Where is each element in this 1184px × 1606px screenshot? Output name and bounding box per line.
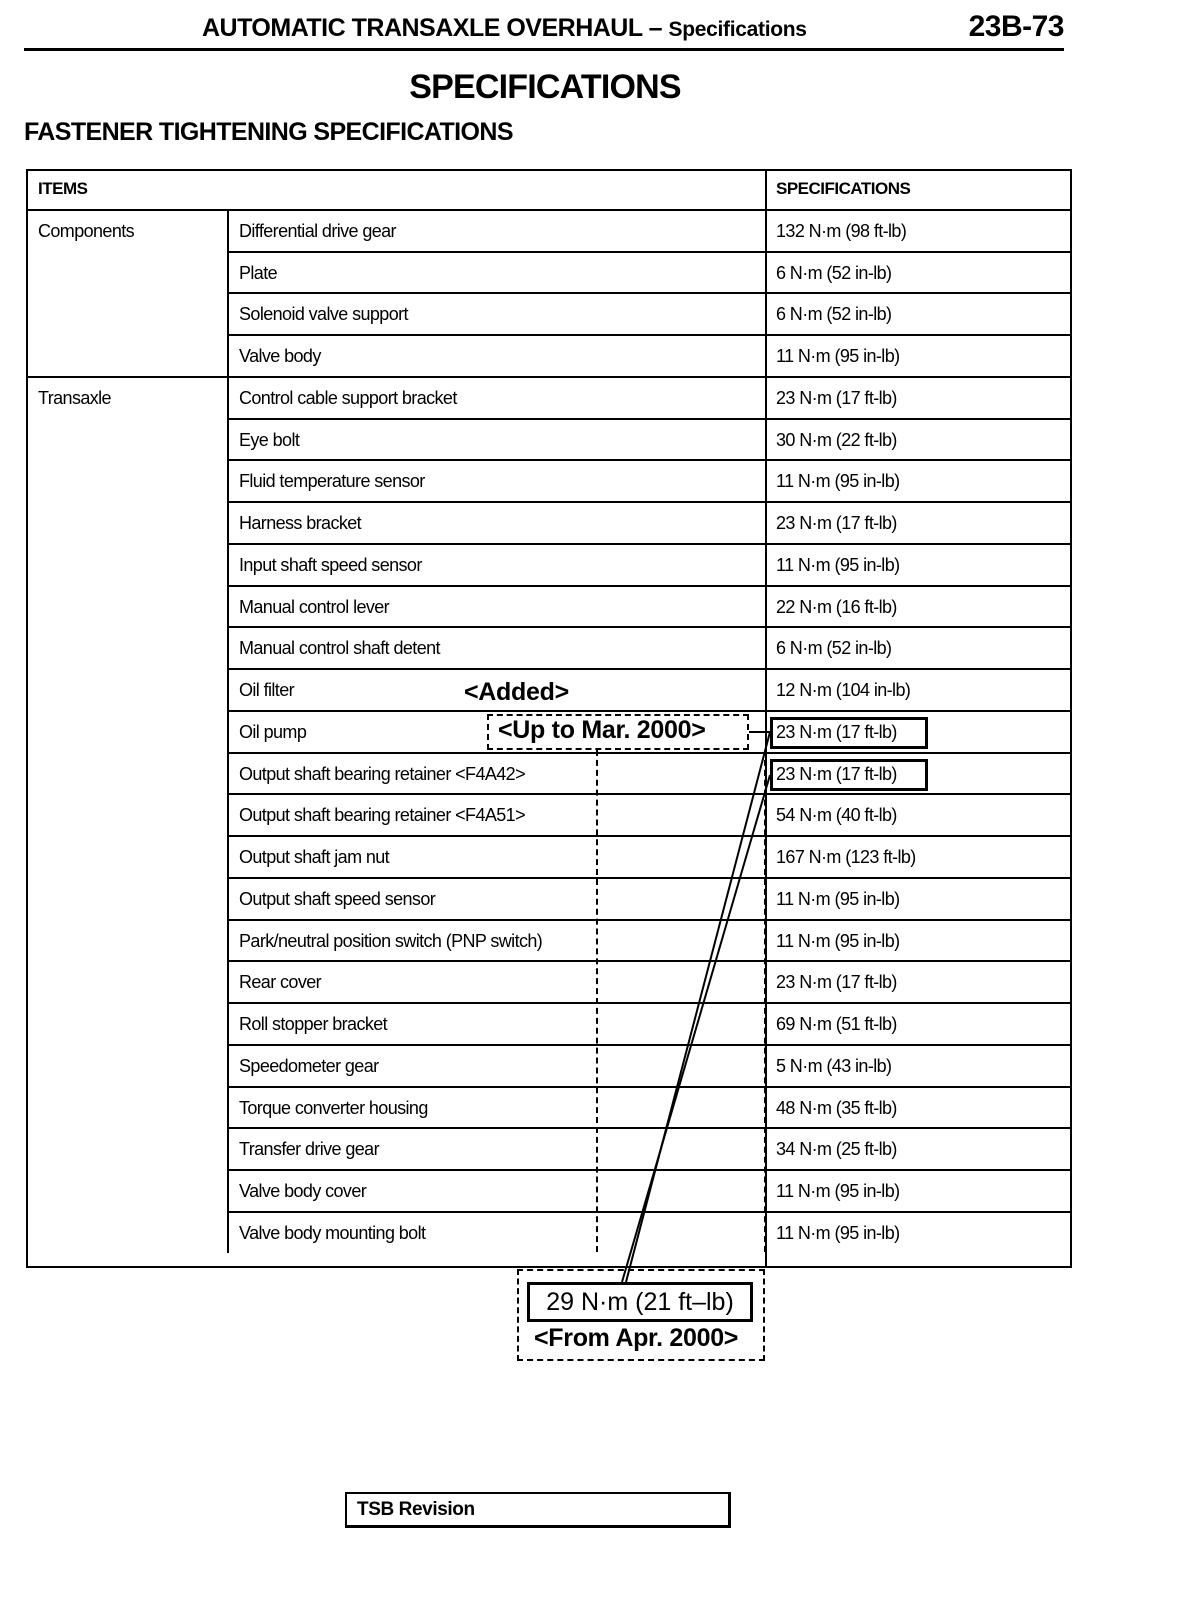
spec-cell: 48 N·m (35 ft-lb) xyxy=(776,1097,897,1118)
added-label: <Added> xyxy=(464,678,569,706)
new-spec-value: 29 N·m (21 ft–lb) xyxy=(527,1282,753,1322)
item-cell: Speedometer gear xyxy=(239,1055,379,1076)
section-title: FASTENER TIGHTENING SPECIFICATIONS xyxy=(24,118,513,146)
item-cell: Transfer drive gear xyxy=(239,1139,379,1160)
header-title-text: AUTOMATIC TRANSAXLE OVERHAUL – xyxy=(202,14,663,42)
item-cell: Solenoid valve support xyxy=(239,304,408,325)
from-label: <From Apr. 2000> xyxy=(534,1324,739,1352)
specifications-column-header: SPECIFICATIONS xyxy=(776,179,911,198)
item-cell: Fluid temperature sensor xyxy=(239,471,425,492)
item-cell: Manual control shaft detent xyxy=(239,638,440,659)
group-label: Transaxle xyxy=(38,387,111,408)
spec-cell: 11 N·m (95 in-lb) xyxy=(776,930,900,951)
spec-cell: 23 N·m (17 ft-lb) xyxy=(776,387,897,408)
spec-cell: 11 N·m (95 in-lb) xyxy=(776,1181,900,1202)
item-cell: Valve body xyxy=(239,346,321,367)
spec-cell: 11 N·m (95 in-lb) xyxy=(776,888,900,909)
items-column-header: ITEMS xyxy=(38,179,88,198)
item-cell: Output shaft jam nut xyxy=(239,847,390,868)
item-cell: Valve body mounting bolt xyxy=(239,1222,426,1243)
tsb-revision-box xyxy=(345,1492,731,1528)
item-cell: Output shaft speed sensor xyxy=(239,888,436,909)
item-cell: Valve body cover xyxy=(239,1181,367,1202)
item-cell: Manual control lever xyxy=(239,596,390,617)
tsb-revision-label: TSB Revision xyxy=(357,1499,475,1520)
item-cell: Differential drive gear xyxy=(239,221,396,241)
spec-cell: 6 N·m (52 in-lb) xyxy=(776,262,892,283)
item-cell: Eye bolt xyxy=(239,429,300,450)
spec-cell: 11 N·m (95 in-lb) xyxy=(776,554,900,575)
item-cell: Torque converter housing xyxy=(239,1097,428,1118)
spec-cell: 23 N·m (17 ft-lb) xyxy=(776,972,897,993)
spec-cell: 11 N·m (95 in-lb) xyxy=(776,346,900,367)
spec-cell: 11 N·m (95 in-lb) xyxy=(776,1222,900,1243)
spec-cell: 167 N·m (123 ft-lb) xyxy=(776,847,916,868)
group-label: Components xyxy=(38,221,135,241)
connector-line-f4a42 xyxy=(622,775,770,1282)
page-number: 23B-73 xyxy=(968,10,1064,43)
item-cell: Plate xyxy=(239,262,278,283)
item-cell: Oil filter xyxy=(239,680,295,701)
spec-cell: 30 N·m (22 ft-lb) xyxy=(776,429,897,450)
item-cell: Rear cover xyxy=(239,972,322,993)
spec-cell: 6 N·m (52 in-lb) xyxy=(776,304,892,325)
item-cell: Harness bracket xyxy=(239,513,362,534)
item-cell: Park/neutral position switch (PNP switch) xyxy=(239,930,543,951)
item-cell: Oil pump xyxy=(239,721,307,742)
up-to-label: <Up to Mar. 2000> xyxy=(498,716,706,744)
item-cell: Output shaft bearing retainer <F4A51> xyxy=(239,805,525,826)
spec-cell: 22 N·m (16 ft-lb) xyxy=(776,596,897,617)
spec-cell: 12 N·m (104 in-lb) xyxy=(776,680,911,701)
spec-cell: 23 N·m (17 ft-lb) xyxy=(776,513,897,534)
item-cell: Roll stopper bracket xyxy=(239,1014,388,1035)
header-subtitle: Specifications xyxy=(668,18,807,41)
item-cell: Control cable support bracket xyxy=(239,387,457,408)
spec-cell: 5 N·m (43 in-lb) xyxy=(776,1055,892,1076)
connector-line-oil-pump xyxy=(626,732,770,1282)
spec-cell: 34 N·m (25 ft-lb) xyxy=(776,1139,897,1160)
page-title: SPECIFICATIONS xyxy=(409,68,681,106)
item-cell: Output shaft bearing retainer <F4A42> xyxy=(239,763,525,784)
spec-cell: 132 N·m (98 ft-lb) xyxy=(776,221,907,241)
spec-cell: 69 N·m (51 ft-lb) xyxy=(776,1014,897,1035)
spec-cell: 11 N·m (95 in-lb) xyxy=(776,471,900,492)
spec-cell: 23 N·m (17 ft-lb) xyxy=(776,721,897,742)
spec-cell: 23 N·m (17 ft-lb) xyxy=(776,763,897,784)
spec-cell: 6 N·m (52 in-lb) xyxy=(776,638,892,659)
spec-cell: 54 N·m (40 ft-lb) xyxy=(776,805,897,826)
item-cell: Input shaft speed sensor xyxy=(239,554,422,575)
